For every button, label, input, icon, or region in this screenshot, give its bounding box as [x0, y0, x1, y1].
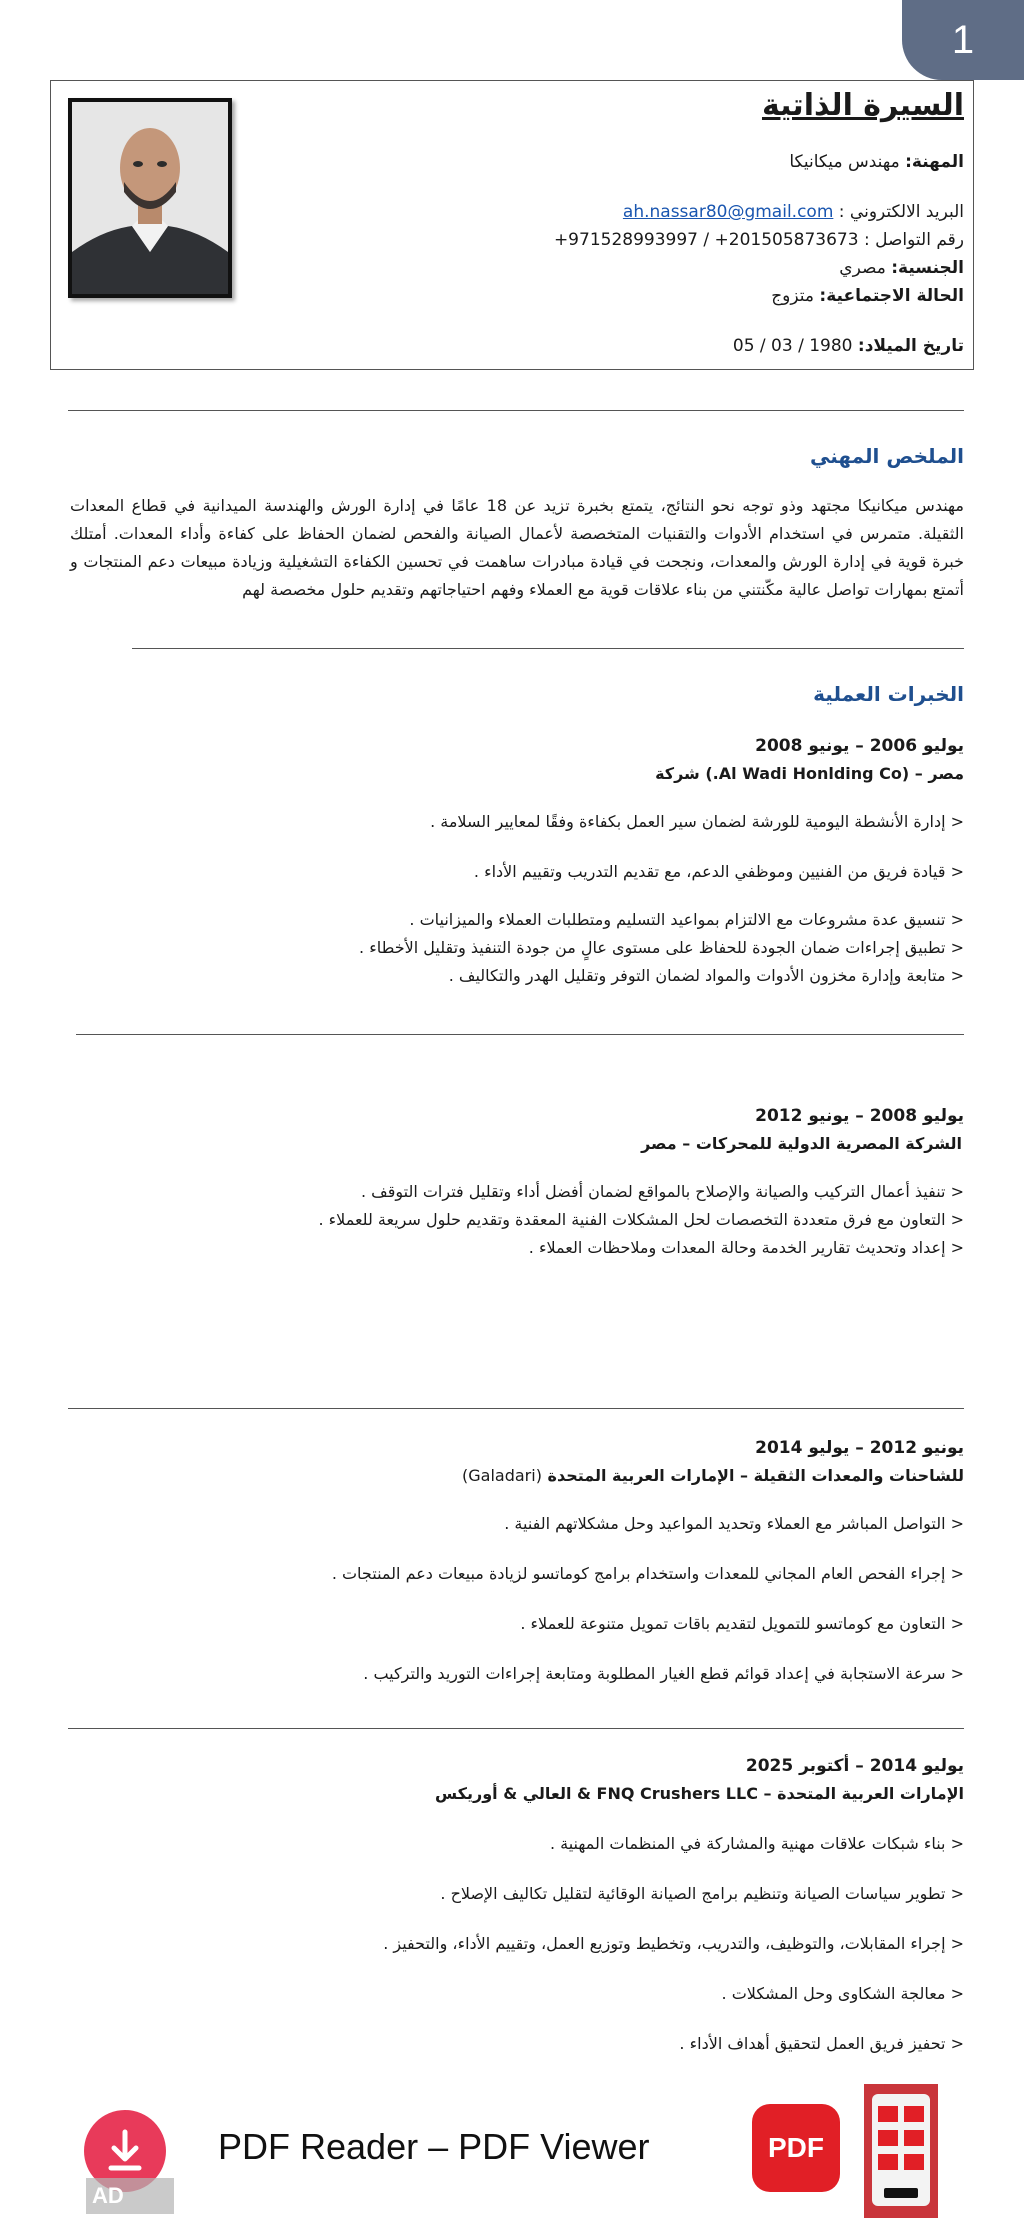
- job-bullet: < تحفيز فريق العمل لتحقيق أهداف الأداء .: [679, 2034, 964, 2053]
- profession-label: المهنة:: [905, 152, 964, 172]
- job-company-latin: (Galadari): [462, 1466, 542, 1485]
- job-company: [462, 1466, 964, 1485]
- job-bullet: < التعاون مع فرق متعددة التخصصات لحل المشكلات الفنية المعقدة وتقديم حلول سريعة للعملاء .: [318, 1210, 964, 1229]
- profession-value: مهندس ميكانيكا: [789, 152, 900, 172]
- ad-badge: AD: [86, 2178, 174, 2214]
- marital-value: متزوج: [771, 286, 815, 306]
- job-bullet: < إجراء الفحص العام المجاني للمعدات واستخدام برامج كوماتسو لزيادة مبيعات دعم المنتجات .: [331, 1564, 964, 1583]
- phone-row: [554, 230, 964, 250]
- job-bullet: < قيادة فريق من الفنيين وموظفي الدعم، مع تقديم التدريب وتقييم الأداء .: [473, 862, 964, 881]
- email-row: [623, 202, 964, 222]
- job-bullet: < متابعة وإدارة مخزون الأدوات والمواد لضمان التوفر وتقليل الهدر والتكاليف .: [448, 966, 964, 985]
- job-bullet: < تنسيق عدة مشروعات مع الالتزام بمواعيد التسليم ومتطلبات العملاء والميزانيات .: [409, 910, 964, 929]
- divider: [68, 410, 964, 411]
- experience-heading: الخبرات العملية: [813, 682, 964, 706]
- job-company: مصر – (Al Wadi Honlding Co.) شركة: [655, 764, 964, 783]
- job-bullet: < تنفيذ أعمال التركيب والصيانة والإصلاح بالمواقع لضمان أفضل أداء وتقليل فترات التوقف .: [360, 1182, 964, 1201]
- marital-row: [771, 286, 964, 306]
- phone-value: +971528993997 / +201505873673: [553, 230, 859, 250]
- job-bullet: < إدارة الأنشطة اليومية للورشة لضمان سير العمل بكفاءة وفقًا لمعايير السلامة .: [430, 812, 964, 831]
- nationality-row: [839, 258, 964, 278]
- birth-label: تاريخ الميلاد:: [857, 336, 964, 356]
- job-company-arabic: للشاحنات والمعدات الثقيلة – الإمارات العربية المتحدة: [547, 1466, 964, 1485]
- job-bullet: < معالجة الشكاوى وحل المشكلات .: [721, 1984, 964, 2003]
- divider: [76, 1034, 964, 1035]
- email-link[interactable]: ah.nassar80@gmail.com: [622, 202, 834, 222]
- page-number-badge: 1: [902, 0, 1024, 80]
- ad-thumbnail[interactable]: [864, 2084, 938, 2218]
- job-company: الشركة المصرية الدولية للمحركات – مصر: [641, 1134, 962, 1153]
- job-bullet: < إعداد وتحديث تقارير الخدمة وحالة المعدات وملاحظات العملاء .: [528, 1238, 964, 1257]
- job-date: يونيو 2012 – يوليو 2014: [755, 1438, 964, 1458]
- job-bullet: < إجراء المقابلات، والتوظيف، والتدريب، وتخطيط وتوزيع العمل، وتقييم الأداء، والتحفيز .: [383, 1934, 964, 1953]
- job-date: يوليو 2008 – يونيو 2012: [755, 1106, 964, 1126]
- divider: [132, 648, 964, 649]
- phone-label: رقم التواصل :: [863, 230, 964, 250]
- nationality-label: الجنسية:: [891, 258, 964, 278]
- job-bullet: < سرعة الاستجابة في إعداد قوائم قطع الغيار المطلوبة ومتابعة إجراءات التوريد والتركيب .: [363, 1664, 964, 1683]
- job-bullet: < التعاون مع كوماتسو للتمويل لتقديم باقات تمويل متنوعة للعملاء .: [520, 1614, 964, 1633]
- divider: [68, 1408, 964, 1409]
- job-bullet: < تطوير سياسات الصيانة وتنظيم برامج الصيانة الوقائية لتقليل تكاليف الإصلاح .: [440, 1884, 964, 1903]
- nationality-value: مصري: [839, 258, 886, 278]
- summary-text: مهندس ميكانيكا مجتهد وذو توجه نحو النتائج، يتمتع بخبرة تزيد عن 18 عامًا في إدارة الورش والهندسة الميدانية في قطاع المعدات الثقيلة. متمرس في استخدام الأدوات والتقنيات المتخصصة لأعمال الصيانة والفحص لضمان الحفاظ على كفاءة وأداء المعدات. أمتلك خبرة قوية في إدارة الورش والمعدات، ونجحت في قيادة مبادرات ساهمت في تحسين الكفاءة التشغيلية وزيادة مبيعات دعم المنتجات و أتمتع بمهارات تواصل عالية مكّنتني من بناء علاقات قوية مع العملاء وفهم احتياجاتهم وتقديم حلول مخصصة لهم: [70, 496, 964, 599]
- birth-value: 05 / 03 / 1980: [732, 336, 853, 356]
- job-company: الإمارات العربية المتحدة – FNQ Crushers LLC & العالي & أوريكس: [435, 1784, 964, 1803]
- summary-heading: الملخص المهني: [810, 444, 964, 468]
- divider: [68, 1728, 964, 1729]
- job-bullet: < بناء شبكات علاقات مهنية والمشاركة في المنظمات المهنية .: [549, 1834, 964, 1853]
- pdf-app-icon[interactable]: PDF: [752, 2104, 840, 2192]
- job-date: يوليو 2014 – أكتوبر 2025: [745, 1756, 964, 1776]
- page-title: السيرة الذاتية: [761, 88, 964, 123]
- profession-row: [789, 152, 964, 172]
- ad-title[interactable]: PDF Reader – PDF Viewer: [218, 2126, 650, 2167]
- email-label: البريد الالكتروني :: [838, 202, 964, 222]
- profile-photo: [68, 98, 232, 298]
- marital-label: الحالة الاجتماعية:: [819, 286, 964, 306]
- job-bullet: < تطبيق إجراءات ضمان الجودة للحفاظ على مستوى عالٍ من جودة التنفيذ وتقليل الأخطاء .: [359, 938, 964, 957]
- birth-row: [733, 336, 964, 356]
- job-bullet: < التواصل المباشر مع العملاء وتحديد المواعيد وحل مشكلاتهم الفنية .: [504, 1514, 964, 1533]
- job-date: يوليو 2006 – يونيو 2008: [755, 736, 964, 756]
